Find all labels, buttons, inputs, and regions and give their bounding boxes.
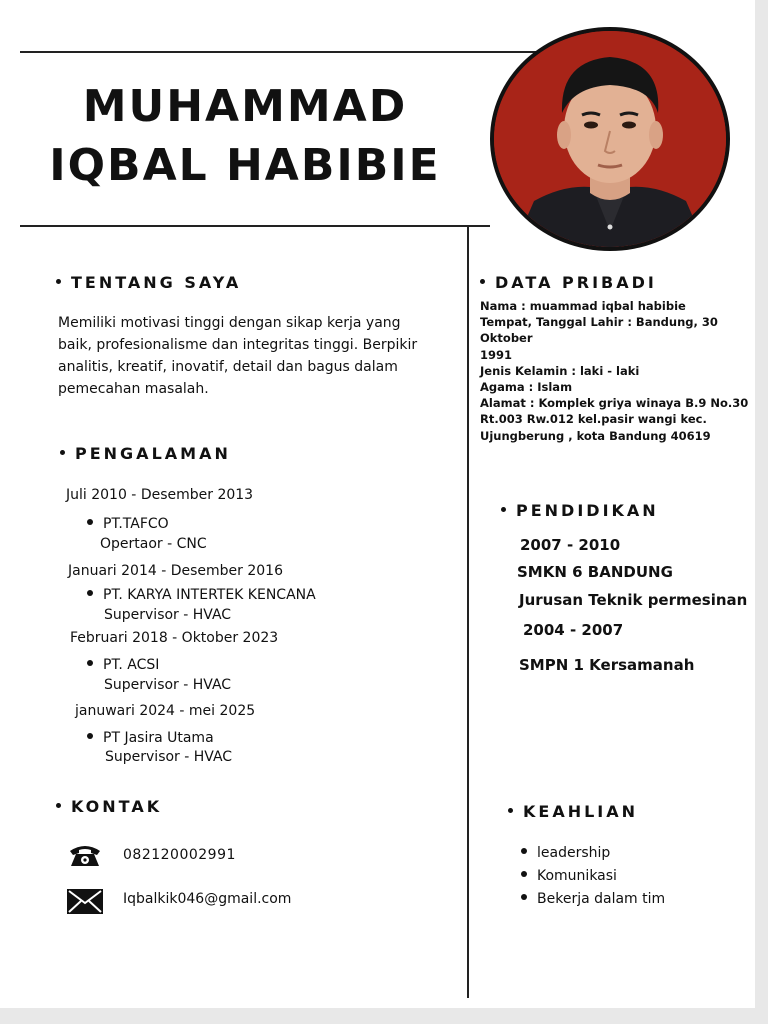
skill-item: leadership [521,845,610,861]
experience-company: PT. KARYA INTERTEK KENCANA [87,587,316,603]
envelope-icon [67,889,103,914]
bullet-dot [508,808,513,813]
contact-heading-text: KONTAK [71,797,163,816]
personal-line: 1991 [480,347,513,362]
experience-role: Supervisor - HVAC [104,607,232,623]
experience-role: Opertaor - CNC [100,536,207,552]
experience-heading [60,444,231,463]
name-line-1: MUHAMMAD [82,81,408,132]
personal-line: Alamat : Komplek griya winaya B.9 No.30 [480,396,749,411]
education-major-1: Jurusan Teknik permesinan [519,591,748,609]
education-period-1: 2007 - 2010 [520,536,621,554]
portrait-illustration [494,31,726,247]
skills-heading-text: KEAHLIAN [523,802,639,821]
header-divider [20,225,490,227]
name-line-2: IQBAL HABIBIE [49,140,441,191]
bullet-dot [56,803,61,808]
experience-period: Juli 2010 - Desember 2013 [66,487,254,503]
top-divider [20,51,540,53]
phone-number[interactable]: 082120002991 [123,847,236,863]
personal-heading-text: DATA PRIBADI [495,273,657,292]
experience-role: Supervisor - HVAC [105,749,233,765]
email-address[interactable]: Iqbalkik046@gmail.com [123,891,292,907]
personal-line: Ujungberung , kota Bandung 40619 [480,428,711,443]
column-divider [467,226,469,998]
experience-period: januwari 2024 - mei 2025 [75,703,256,719]
personal-heading [480,273,657,292]
about-heading-text: TENTANG SAYA [71,273,242,292]
bullet-dot [56,279,61,284]
experience-heading-text: PENGALAMAN [75,444,231,463]
education-school-1: SMKN 6 BANDUNG [517,563,673,581]
experience-company: PT Jasira Utama [87,730,214,746]
skill-item: Bekerja dalam tim [521,891,665,907]
education-heading [501,501,659,520]
about-heading [56,273,241,292]
about-text: Memiliki motivasi tinggi dengan sikap kerja yang baik, profesionalisme dan integritas tinggi. Berpikir analitis, kreatif, inovatif, detail dan bagus dalam pemecahan masalah. [58,315,418,397]
personal-line: Nama : muammad iqbal habibie [480,299,686,313]
experience-role: Supervisor - HVAC [104,677,232,693]
education-heading-text: PENDIDIKAN [516,501,659,520]
bullet-dot [60,450,65,455]
skills-heading [508,802,638,821]
bullet-dot [480,279,485,284]
education-school-2: SMPN 1 Kersamanah [519,656,695,674]
bullet-dot [501,507,506,512]
personal-data-block [480,298,752,444]
skill-item: Komunikasi [521,868,617,884]
education-period-2: 2004 - 2007 [523,621,624,639]
personal-line: Tempat, Tanggal Lahir : Bandung, 30 Oktober [480,315,718,346]
experience-period: Februari 2018 - Oktober 2023 [70,630,279,646]
telephone-icon [68,842,102,868]
personal-line: Jenis Kelamin : laki - laki [480,363,640,378]
profile-photo [490,27,730,251]
personal-line: Agama : Islam [480,380,573,395]
experience-period: Januari 2014 - Desember 2016 [68,563,283,579]
personal-line: Rt.003 Rw.012 kel.pasir wangi kec. [480,412,707,427]
experience-company: PT. ACSI [87,657,159,673]
contact-heading [56,797,162,816]
experience-company: PT.TAFCO [87,516,169,532]
